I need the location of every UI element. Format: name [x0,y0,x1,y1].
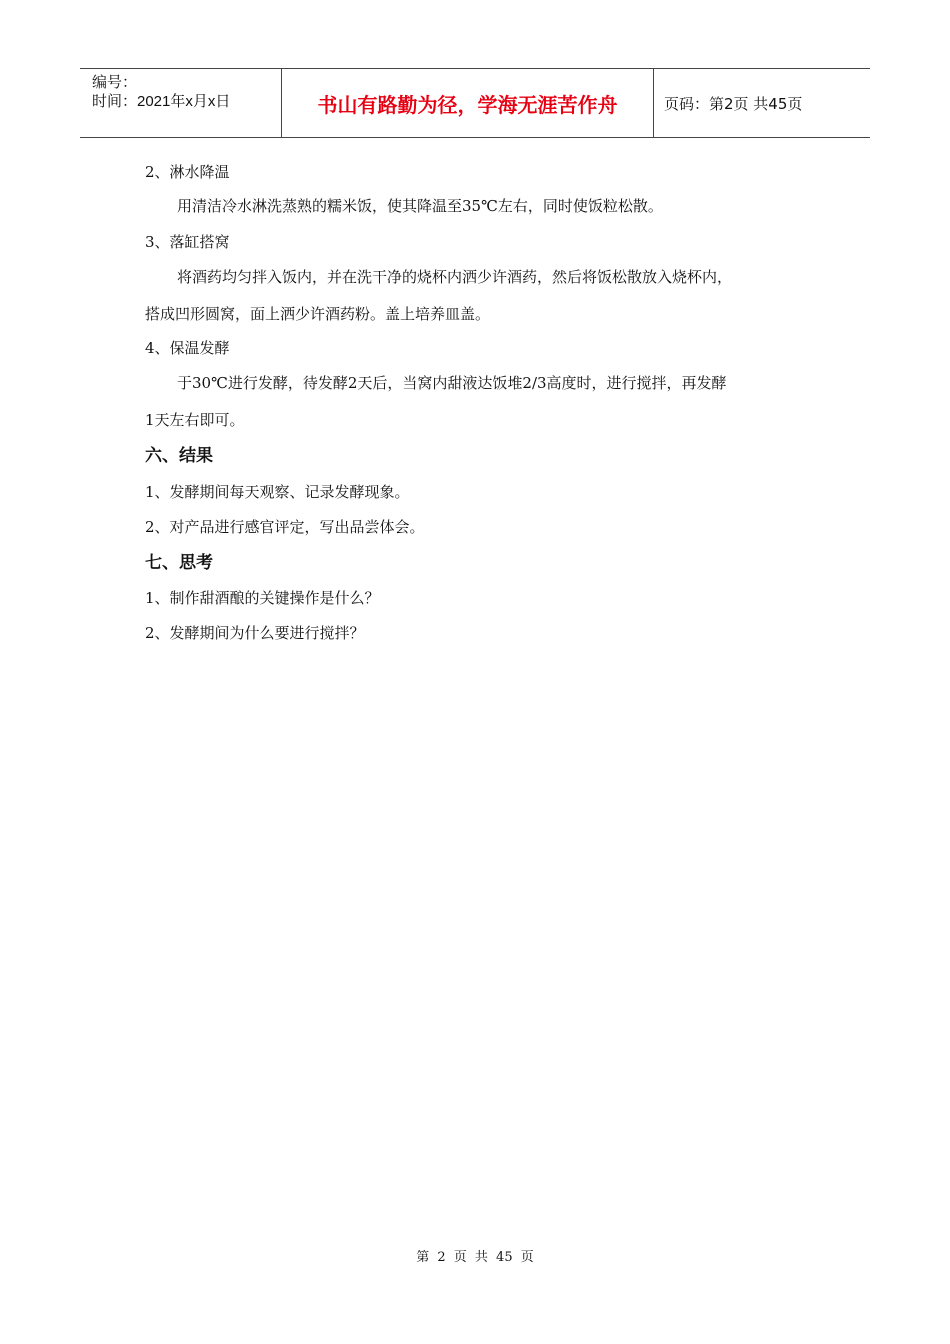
document-number-label: 编号： [92,74,138,91]
section-7-heading: 七、思考 [145,553,213,573]
page-header [80,68,870,138]
step-4-title: 4、保温发酵 [145,339,230,357]
result-item-2: 2、对产品进行感官评定，写出品尝体会。 [145,518,425,536]
header-page-number: 页码：第2页 共45页 [664,94,803,113]
result-item-1: 1、发酵期间每天观察、记录发酵现象。 [145,483,410,501]
page-footer: 第 2 页 共 45 页 [416,1250,534,1265]
question-item-2: 2、发酵期间为什么要进行搅拌？ [145,624,365,642]
step-4-text-line-1: 于30℃进行发酵，待发酵2天后，当窝内甜液达饭堆2/3高度时，进行搅拌，再发酵 [177,374,727,392]
step-3-text-line-1: 将酒药均匀拌入饭内，并在洗干净的烧杯内洒少许酒药，然后将饭松散放入烧杯内， [177,268,733,286]
document-date-label: 时间：2021年x月x日 [92,93,231,110]
step-2-title: 2、淋水降温 [145,163,230,181]
step-4-text-line-2: 1天左右即可。 [145,411,245,429]
section-6-heading: 六、结果 [145,446,213,466]
header-motto: 书山有路勤为径，学海无涯苦作舟 [282,69,654,137]
header-meta [80,69,282,137]
question-item-1: 1、制作甜酒酿的关键操作是什么？ [145,589,380,607]
step-2-text: 用清洁冷水淋洗蒸熟的糯米饭，使其降温至35℃左右，同时使饭粒松散。 [177,197,663,215]
step-3-text-line-2: 搭成凹形圆窝，面上洒少许酒药粉。盖上培养皿盖。 [145,305,491,323]
step-3-title: 3、落缸搭窝 [145,233,230,251]
